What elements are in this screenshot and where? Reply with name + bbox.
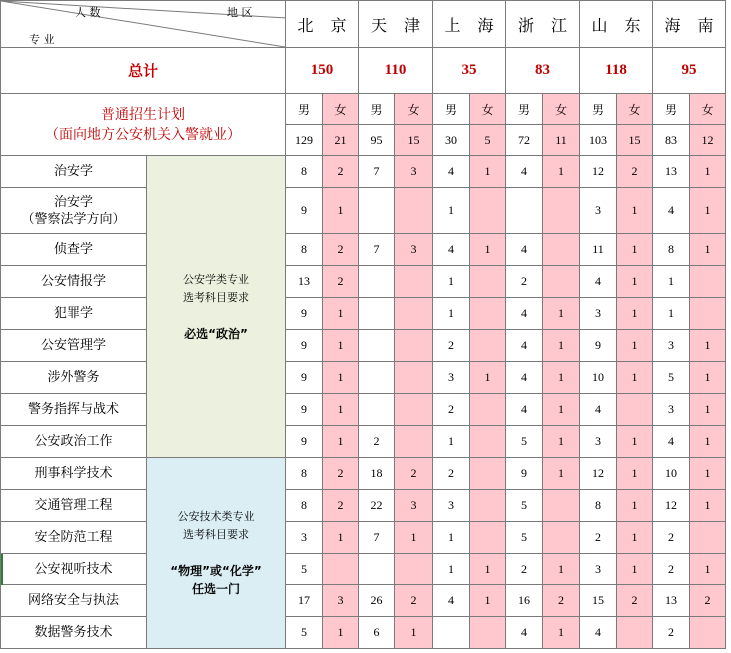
requirement-line: 选考科目要求 — [183, 528, 249, 541]
male-count: 8 — [653, 234, 690, 266]
male-count: 7 — [359, 522, 395, 554]
female-count: 3 — [395, 156, 433, 188]
male-count: 2 — [653, 522, 690, 554]
male-count: 8 — [286, 490, 323, 522]
male-count — [433, 617, 470, 649]
female-count: 1 — [323, 617, 359, 649]
male-count: 9 — [286, 298, 323, 330]
requirement-line: 任选一门 — [191, 582, 240, 596]
requirement-line: 公安学类专业 — [183, 272, 249, 286]
total-value: 95 — [653, 48, 726, 94]
male-count: 1 — [653, 266, 690, 298]
male-count: 1 — [433, 266, 470, 298]
female-count: 1 — [617, 266, 653, 298]
male-count: 8 — [286, 458, 323, 490]
major-name: 安全防范工程 — [1, 522, 147, 554]
female-count — [395, 266, 433, 298]
female-count: 2 — [323, 490, 359, 522]
gender-total-male: 83 — [653, 125, 690, 156]
male-count: 12 — [580, 458, 617, 490]
total-value: 35 — [433, 48, 506, 94]
male-count: 26 — [359, 585, 395, 617]
female-count: 1 — [617, 234, 653, 266]
female-count — [470, 522, 506, 554]
male-count: 8 — [286, 156, 323, 188]
general-plan-label: 普通招生计划 （面向地方公安机关入警就业） — [1, 94, 286, 156]
male-count — [359, 362, 395, 394]
total-label: 总计 — [1, 48, 286, 94]
female-count: 3 — [395, 234, 433, 266]
male-count: 10 — [580, 362, 617, 394]
male-count: 4 — [506, 362, 543, 394]
major-name: 侦查学 — [1, 234, 147, 266]
male-count: 3 — [653, 330, 690, 362]
major-name: 警务指挥与战术 — [1, 394, 147, 426]
female-count — [395, 554, 433, 585]
female-count: 2 — [323, 156, 359, 188]
male-count: 9 — [286, 362, 323, 394]
label-renshu: 人 数 — [75, 6, 101, 19]
major-name: 治安学 （警察法学方向） — [1, 188, 147, 234]
male-count: 18 — [359, 458, 395, 490]
male-count — [359, 554, 395, 585]
male-count: 3 — [286, 522, 323, 554]
female-count: 1 — [470, 234, 506, 266]
male-count: 3 — [580, 298, 617, 330]
male-count: 3 — [580, 426, 617, 458]
male-count: 5 — [286, 617, 323, 649]
female-count: 1 — [543, 554, 580, 585]
gender-total-female: 12 — [690, 125, 726, 156]
male-count — [359, 330, 395, 362]
female-count: 1 — [690, 330, 726, 362]
female-count: 1 — [543, 426, 580, 458]
requirement-line — [214, 307, 218, 325]
female-count: 1 — [395, 522, 433, 554]
label-diqu: 地 区 — [227, 6, 253, 19]
male-count: 5 — [286, 554, 323, 585]
female-count — [470, 490, 506, 522]
male-count: 1 — [433, 522, 470, 554]
female-count: 1 — [543, 362, 580, 394]
female-count — [395, 330, 433, 362]
female-count — [543, 490, 580, 522]
male-label: 男 — [433, 94, 470, 125]
female-count — [617, 394, 653, 426]
female-count: 1 — [323, 330, 359, 362]
requirement-line: “物理”或“化学” — [170, 564, 262, 578]
male-count: 4 — [506, 298, 543, 330]
female-count: 1 — [617, 362, 653, 394]
male-count: 4 — [506, 617, 543, 649]
female-count: 1 — [470, 585, 506, 617]
female-count — [470, 426, 506, 458]
female-count — [470, 330, 506, 362]
male-count: 4 — [506, 394, 543, 426]
male-count: 2 — [506, 554, 543, 585]
female-count — [323, 554, 359, 585]
gender-total-male: 30 — [433, 125, 470, 156]
male-count: 2 — [506, 266, 543, 298]
male-count: 12 — [653, 490, 690, 522]
male-count — [359, 266, 395, 298]
female-count: 2 — [323, 458, 359, 490]
major-name: 交通管理工程 — [1, 490, 147, 522]
female-count: 1 — [690, 458, 726, 490]
female-count: 2 — [617, 156, 653, 188]
male-count: 5 — [506, 490, 543, 522]
major-name: 公安管理学 — [1, 330, 147, 362]
major-name: 刑事科学技术 — [1, 458, 147, 490]
male-count: 9 — [286, 426, 323, 458]
total-value: 110 — [359, 48, 433, 94]
female-count: 1 — [617, 188, 653, 234]
male-count: 1 — [433, 554, 470, 585]
province-header: 浙 江 — [506, 1, 580, 48]
major-name: 犯罪学 — [1, 298, 147, 330]
province-header: 山 东 — [580, 1, 653, 48]
male-count: 3 — [580, 188, 617, 234]
male-label: 男 — [506, 94, 543, 125]
female-count: 1 — [543, 156, 580, 188]
female-count: 1 — [323, 394, 359, 426]
female-count — [395, 362, 433, 394]
male-count — [506, 188, 543, 234]
gender-total-male: 103 — [580, 125, 617, 156]
subject-requirement-group — [147, 156, 286, 458]
male-count: 22 — [359, 490, 395, 522]
male-count: 3 — [433, 490, 470, 522]
male-count: 4 — [506, 234, 543, 266]
female-label: 女 — [323, 94, 359, 125]
male-count: 9 — [286, 188, 323, 234]
gender-total-male: 95 — [359, 125, 395, 156]
female-count: 1 — [323, 298, 359, 330]
female-count: 2 — [323, 234, 359, 266]
female-count — [543, 188, 580, 234]
female-count: 1 — [470, 362, 506, 394]
female-count: 2 — [323, 266, 359, 298]
female-count: 1 — [470, 156, 506, 188]
male-count: 4 — [506, 156, 543, 188]
female-count — [690, 617, 726, 649]
total-value: 118 — [580, 48, 653, 94]
male-count: 9 — [580, 330, 617, 362]
female-count: 1 — [395, 617, 433, 649]
gender-total-female: 15 — [617, 125, 653, 156]
female-count: 1 — [543, 394, 580, 426]
male-count: 3 — [653, 394, 690, 426]
male-count: 12 — [580, 156, 617, 188]
female-count: 1 — [617, 554, 653, 585]
gender-total-female: 15 — [395, 125, 433, 156]
male-count: 11 — [580, 234, 617, 266]
male-count: 13 — [286, 266, 323, 298]
male-count: 17 — [286, 585, 323, 617]
gender-total-male: 72 — [506, 125, 543, 156]
requirement-line: 公安技术类专业 — [177, 510, 255, 523]
row-marker — [1, 554, 3, 585]
male-count: 1 — [433, 188, 470, 234]
header-diagonal-cell — [1, 1, 286, 48]
requirement-line: 必选“政治” — [184, 326, 248, 341]
male-label: 男 — [359, 94, 395, 125]
male-label: 男 — [653, 94, 690, 125]
female-count — [470, 617, 506, 649]
male-count: 4 — [433, 234, 470, 266]
male-count: 13 — [653, 156, 690, 188]
male-count: 6 — [359, 617, 395, 649]
female-count: 2 — [395, 585, 433, 617]
female-count: 1 — [323, 188, 359, 234]
female-count: 2 — [690, 585, 726, 617]
female-count: 1 — [323, 362, 359, 394]
male-count: 2 — [433, 394, 470, 426]
female-count — [543, 522, 580, 554]
male-count: 2 — [433, 458, 470, 490]
female-label: 女 — [690, 94, 726, 125]
female-count — [470, 394, 506, 426]
total-value: 150 — [286, 48, 359, 94]
male-count — [359, 394, 395, 426]
female-label: 女 — [543, 94, 580, 125]
gender-total-female: 5 — [470, 125, 506, 156]
female-count: 1 — [617, 458, 653, 490]
male-count: 4 — [433, 156, 470, 188]
female-count: 1 — [470, 554, 506, 585]
male-label: 男 — [580, 94, 617, 125]
province-header: 天 津 — [359, 1, 433, 48]
male-count: 2 — [580, 522, 617, 554]
male-count: 3 — [580, 554, 617, 585]
female-count: 1 — [617, 522, 653, 554]
male-count: 4 — [653, 188, 690, 234]
male-count: 5 — [653, 362, 690, 394]
female-label: 女 — [617, 94, 653, 125]
major-name: 治安学 — [1, 156, 147, 188]
female-count — [470, 188, 506, 234]
province-header: 上 海 — [433, 1, 506, 48]
female-count: 1 — [617, 426, 653, 458]
major-name: 公安政治工作 — [1, 426, 147, 458]
major-name: 网络安全与执法 — [1, 585, 147, 617]
female-count — [395, 394, 433, 426]
female-count: 3 — [395, 490, 433, 522]
female-count — [470, 298, 506, 330]
major-name: 数据警务技术 — [1, 617, 147, 649]
male-count: 8 — [580, 490, 617, 522]
female-count: 1 — [543, 617, 580, 649]
female-count: 2 — [395, 458, 433, 490]
male-count: 2 — [653, 554, 690, 585]
male-count: 2 — [359, 426, 395, 458]
male-count: 1 — [433, 298, 470, 330]
female-count — [395, 426, 433, 458]
male-count: 5 — [506, 522, 543, 554]
major-name: 公安视听技术 — [1, 554, 147, 585]
male-count: 4 — [506, 330, 543, 362]
requirement-line: 选考科目要求 — [183, 290, 249, 304]
subject-requirement-group — [147, 458, 286, 649]
total-value: 83 — [506, 48, 580, 94]
female-count: 1 — [690, 362, 726, 394]
female-count: 2 — [617, 585, 653, 617]
female-count: 1 — [323, 426, 359, 458]
female-count — [617, 617, 653, 649]
male-count: 4 — [653, 426, 690, 458]
gender-total-female: 11 — [543, 125, 580, 156]
female-count: 1 — [543, 298, 580, 330]
province-header: 北 京 — [286, 1, 359, 48]
male-count: 3 — [433, 362, 470, 394]
gender-total-male: 129 — [286, 125, 323, 156]
female-count — [690, 266, 726, 298]
requirement-line — [214, 544, 218, 562]
female-label: 女 — [470, 94, 506, 125]
male-count: 8 — [286, 234, 323, 266]
male-count: 10 — [653, 458, 690, 490]
male-count: 1 — [433, 426, 470, 458]
male-count: 9 — [286, 394, 323, 426]
province-header: 海 南 — [653, 1, 726, 48]
female-count — [470, 458, 506, 490]
male-count: 15 — [580, 585, 617, 617]
female-count: 1 — [690, 554, 726, 585]
male-count: 4 — [580, 266, 617, 298]
male-count: 16 — [506, 585, 543, 617]
female-count: 1 — [543, 458, 580, 490]
female-count: 1 — [617, 298, 653, 330]
female-count: 2 — [543, 585, 580, 617]
male-count: 2 — [433, 330, 470, 362]
male-label: 男 — [286, 94, 323, 125]
female-count: 1 — [690, 490, 726, 522]
female-count — [690, 298, 726, 330]
female-count — [690, 522, 726, 554]
female-count: 1 — [690, 234, 726, 266]
female-count — [470, 266, 506, 298]
female-count — [395, 298, 433, 330]
female-count: 1 — [323, 522, 359, 554]
male-count: 1 — [653, 298, 690, 330]
male-count — [359, 298, 395, 330]
male-count: 2 — [653, 617, 690, 649]
female-label: 女 — [395, 94, 433, 125]
male-count: 5 — [506, 426, 543, 458]
gender-total-female: 21 — [323, 125, 359, 156]
label-zhuanye: 专 业 — [29, 33, 55, 46]
female-count — [395, 188, 433, 234]
major-name: 公安情报学 — [1, 266, 147, 298]
female-count: 1 — [617, 330, 653, 362]
male-count — [359, 188, 395, 234]
female-count — [543, 234, 580, 266]
female-count: 1 — [690, 394, 726, 426]
male-count: 7 — [359, 234, 395, 266]
female-count: 1 — [690, 156, 726, 188]
male-count: 4 — [580, 617, 617, 649]
male-count: 4 — [433, 585, 470, 617]
male-count: 7 — [359, 156, 395, 188]
male-count: 13 — [653, 585, 690, 617]
male-count: 4 — [580, 394, 617, 426]
female-count: 1 — [690, 188, 726, 234]
female-count: 1 — [543, 330, 580, 362]
male-count: 9 — [506, 458, 543, 490]
female-count: 3 — [323, 585, 359, 617]
male-count: 9 — [286, 330, 323, 362]
female-count: 1 — [617, 490, 653, 522]
female-count: 1 — [690, 426, 726, 458]
major-name: 涉外警务 — [1, 362, 147, 394]
female-count — [543, 266, 580, 298]
